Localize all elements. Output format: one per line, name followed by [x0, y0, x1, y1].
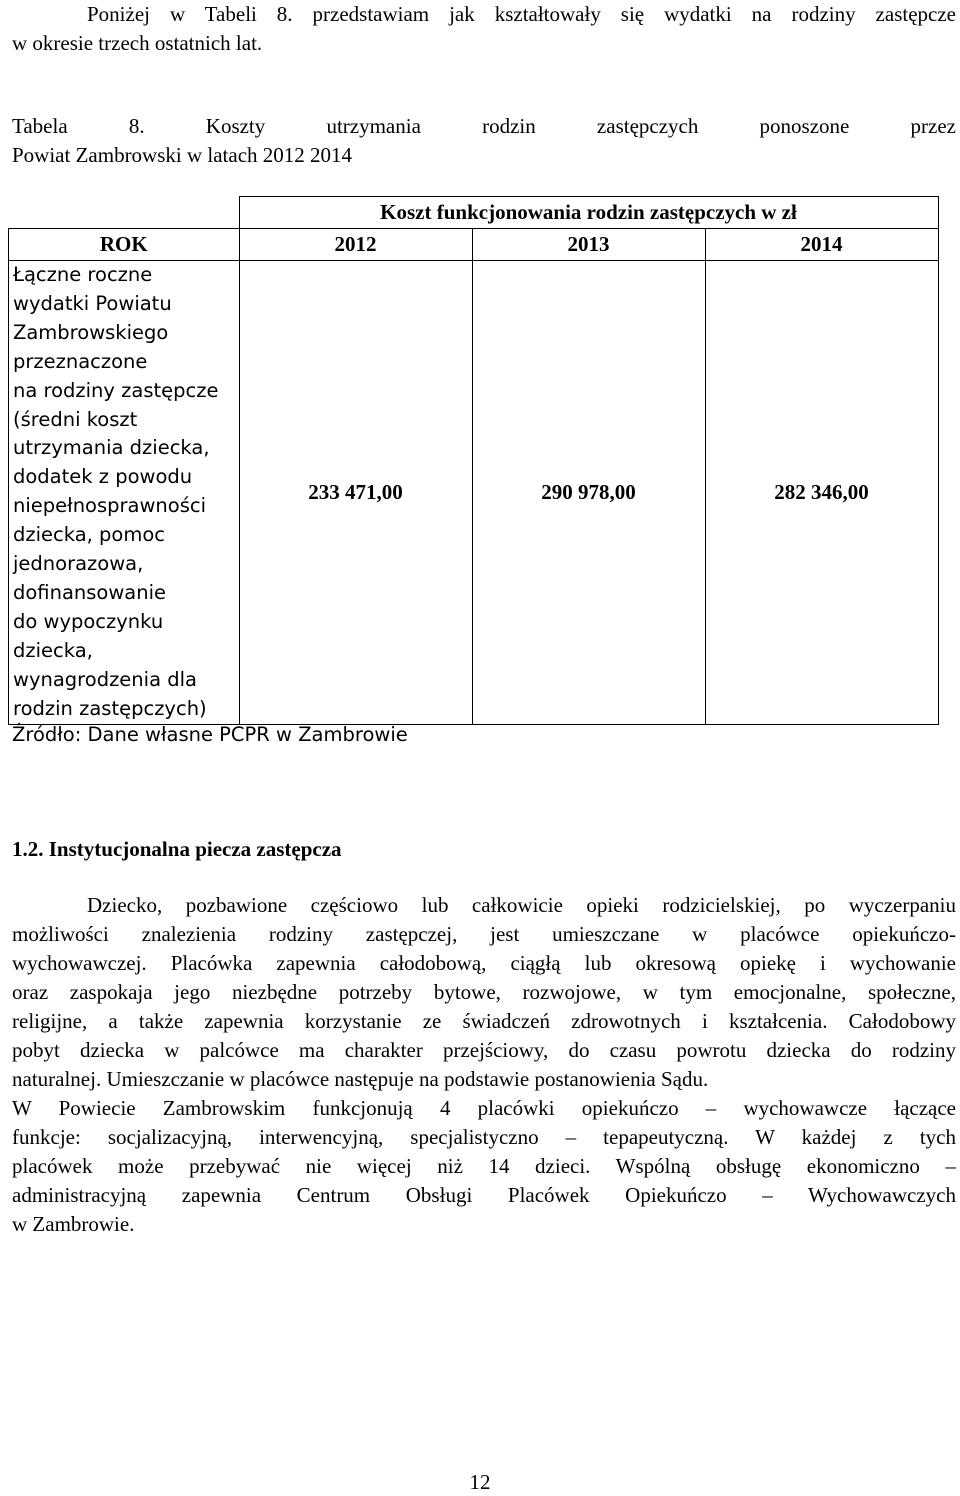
label-line: dziecka, — [13, 638, 93, 662]
page-number: 12 — [469, 1470, 491, 1494]
table-row — [9, 261, 939, 725]
table-empty-corner — [9, 197, 240, 229]
label-line: na rodziny zastępcze — [13, 378, 219, 402]
table-source: Źródło: Dane własne PCPR w Zambrowie — [12, 723, 408, 746]
label-line: jednorazowa, — [13, 552, 144, 576]
label-line: dziecka, pomoc — [13, 523, 166, 547]
paragraph-line: W Powiecie Zambrowskim funkcjonują 4 placówki opiekuńczo – wychowawcze łączące — [12, 1096, 956, 1120]
table-year-header: 2014 — [705, 229, 938, 261]
label-line: Zambrowskiego — [13, 320, 169, 344]
section-title: 1.2. Instytucjonalna piecza zastępcza — [12, 837, 342, 861]
table-cell-value: 233 471,00 — [239, 261, 472, 725]
table-caption — [12, 112, 956, 170]
paragraph-line: religijne, a także zapewnia korzystanie ze świadczeń zdrowotnych i kształcenia. Całodobowy — [12, 1009, 956, 1033]
label-line: niepełnosprawności — [13, 494, 207, 518]
paragraph-line: naturalnej. Umieszczanie w placówce następuje na podstawie postanowienia Sądu. — [12, 1067, 709, 1091]
label-line: (średni koszt — [13, 407, 138, 431]
paragraph-line: oraz zaspokaja jego niezbędne potrzeby bytowe, rozwojowe, w tym emocjonalne, społeczne, — [12, 980, 956, 1004]
label-line: dofinansowanie — [13, 580, 167, 604]
label-line: wydatki Powiatu — [13, 291, 172, 315]
table-cell-value: 290 978,00 — [472, 261, 705, 725]
label-line: dodatek z powodu — [13, 465, 193, 489]
paragraph-line: pobyt dziecka w palcówce ma charakter przejściowy, do czasu powrotu dziecka do rodziny — [12, 1038, 956, 1062]
table-group-header-row — [9, 197, 939, 229]
intro-line: Poniżej w Tabeli 8. przedstawiam jak kształtowały się wydatki na rodziny zastępcze — [87, 2, 956, 26]
label-line: do wypoczynku — [13, 609, 164, 633]
paragraph-line: wychowawczej. Placówka zapewnia całodobową, ciągłą lub okresową opiekę i wychowanie — [12, 951, 956, 975]
costs-table — [8, 196, 939, 725]
caption-line: Powiat Zambrowski w latach 2012 2014 — [12, 143, 353, 167]
paragraph-line: w Zambrowie. — [12, 1212, 135, 1236]
label-line: rodzin zastępczych) — [13, 696, 207, 720]
table-row-label — [9, 261, 240, 725]
label-line: utrzymania dziecka, — [13, 436, 210, 460]
intro-line: w okresie trzech ostatnich lat. — [12, 31, 263, 55]
caption-line: Tabela 8. Koszty utrzymania rodzin zastępczych ponoszone przez — [12, 114, 956, 138]
table-year-header: 2012 — [239, 229, 472, 261]
table-year-header: 2013 — [472, 229, 705, 261]
paragraph-line: funkcje: socjalizacyjną, interwencyjną, specjalistyczno – tepapeutyczną. W każdej z tych — [12, 1125, 956, 1149]
table-year-row — [9, 229, 939, 261]
paragraph-line: możliwości znalezienia rodziny zastępczej, jest umieszczane w placówce opiekuńczo- — [12, 922, 956, 946]
paragraph-line: administracyjną zapewnia Centrum Obsługi Placówek Opiekuńczo – Wychowawczych — [12, 1183, 956, 1207]
label-line: przeznaczone — [13, 349, 148, 373]
intro-paragraph — [12, 0, 956, 58]
table-cell-value: 282 346,00 — [705, 261, 938, 725]
paragraph-line: Dziecko, pozbawione częściowo lub całkowicie opieki rodzicielskiej, po wyczerpaniu — [87, 893, 956, 917]
label-line: Łączne roczne — [13, 263, 153, 286]
table-group-header: Koszt funkcjonowania rodzin zastępczych w zł — [239, 197, 938, 229]
label-line: wynagrodzenia dla — [13, 667, 197, 691]
table-row-header: ROK — [9, 229, 240, 261]
paragraph-line: placówek może przebywać nie więcej niż 14 dzieci. Wspólną obsługę ekonomiczno – — [12, 1154, 956, 1178]
body-text — [12, 891, 956, 1239]
